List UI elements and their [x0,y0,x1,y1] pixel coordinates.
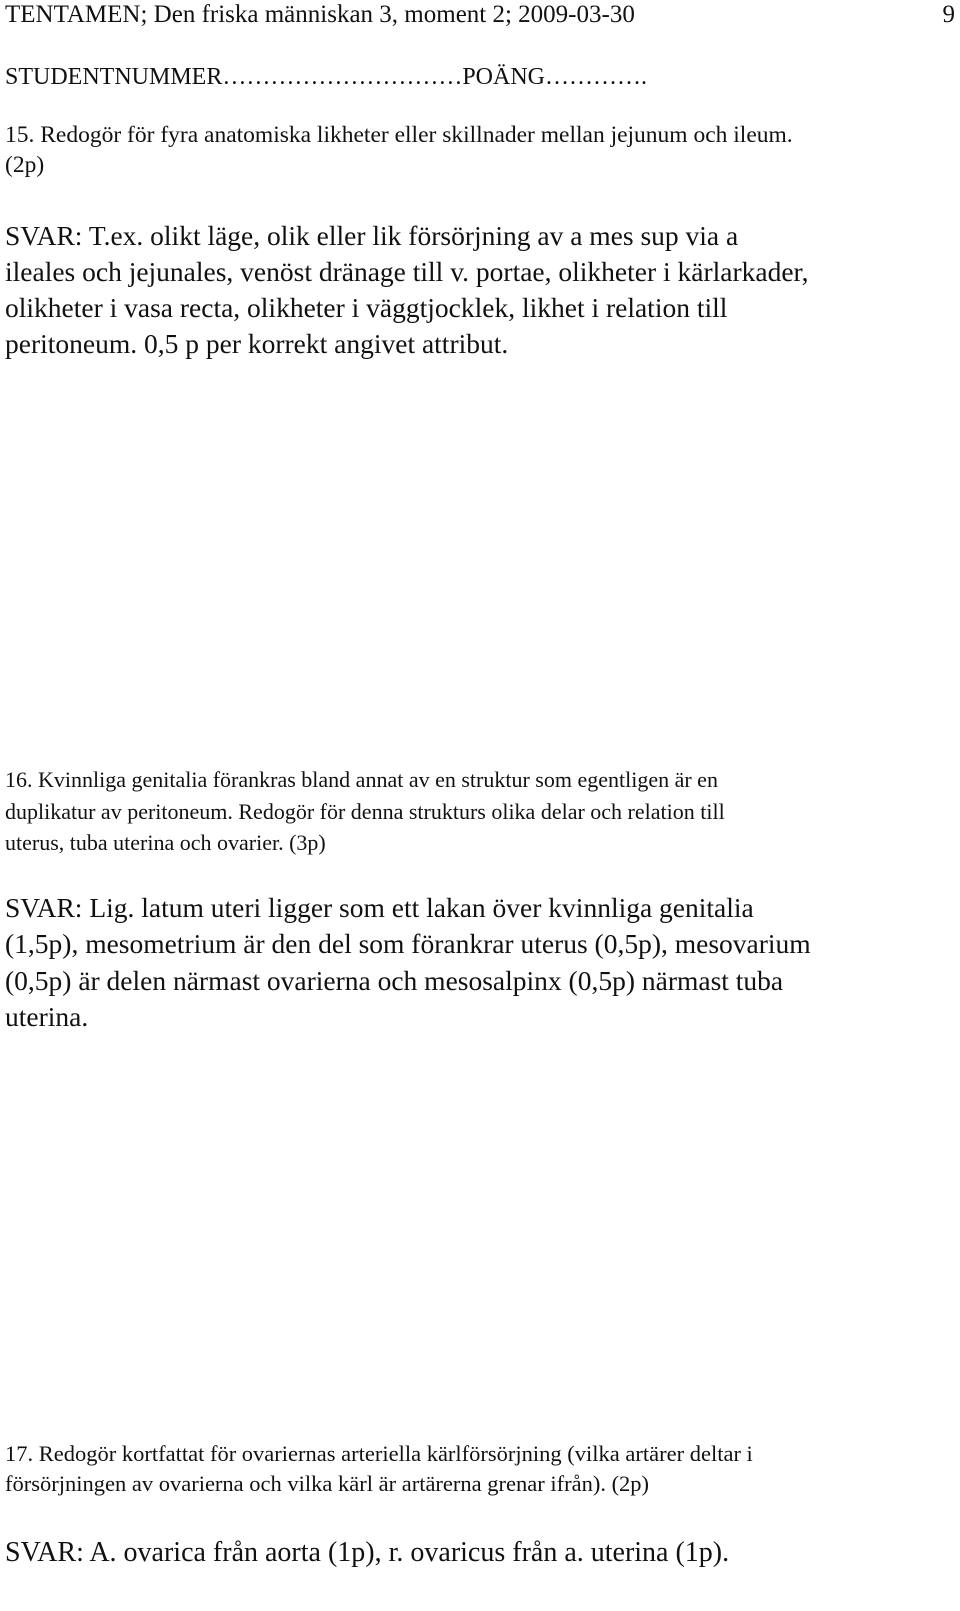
page-header [5,0,955,30]
text-line: olikheter i vasa recta, olikheter i väggtjocklek, likhet i relation till [5,292,728,323]
question-15-text [5,120,793,180]
question-16-text [5,764,725,859]
text-line: peritoneum. 0,5 p per korrekt angivet attribut. [5,328,509,359]
text-line: SVAR: A. ovarica från aorta (1p), r. ovaricus från a. uterina (1p). [5,1537,730,1568]
text-line: duplikatur av peritoneum. Redogör för denna strukturs olika delar och relation till [5,798,725,824]
answer-15-text [5,218,808,362]
exam-title: TENTAMEN; Den friska människan 3, moment 2; 2009-03-30 [5,1,635,28]
text-line: (2p) [5,152,45,178]
text-line: (1,5p), mesometrium är den del som förankrar uterus (0,5p), mesovarium [5,928,811,960]
text-line: uterus, tuba uterina och ovarier. (3p) [5,830,326,855]
text-line: 15. Redogör för fyra anatomiska likheter eller skillnader mellan jejunum och ileum. [5,122,793,148]
text-line: uterina. [5,1000,89,1032]
answer-17-text [5,1536,729,1570]
question-17-text [5,1439,753,1499]
text-line: (0,5p) är delen närmast ovarierna och mesosalpinx (0,5p) närmast tuba [5,964,784,996]
student-number-line: STUDENTNUMMER…………………………POÄNG…………. [5,64,648,90]
text-line: 16. Kvinnliga genitalia förankras bland annat av en struktur som egentligen är en [5,767,718,792]
text-line: SVAR: T.ex. olikt läge, olik eller lik försörjning av a mes sup via a [5,220,739,251]
text-line: försörjningen av ovarierna och vilka kärl är artärerna grenar ifrån). (2p) [5,1471,650,1496]
text-line: 17. Redogör kortfattat för ovariernas arteriella kärlförsörjning (vilka artärer deltar i [5,1441,753,1466]
text-line: SVAR: Lig. latum uteri ligger som ett lakan över kvinnliga genitalia [5,892,754,923]
answer-16-text [5,890,811,1035]
text-line: ileales och jejunales, venöst dränage till v. portae, olikheter i kärlarkader, [5,256,809,287]
page-number: 9 [942,1,955,28]
